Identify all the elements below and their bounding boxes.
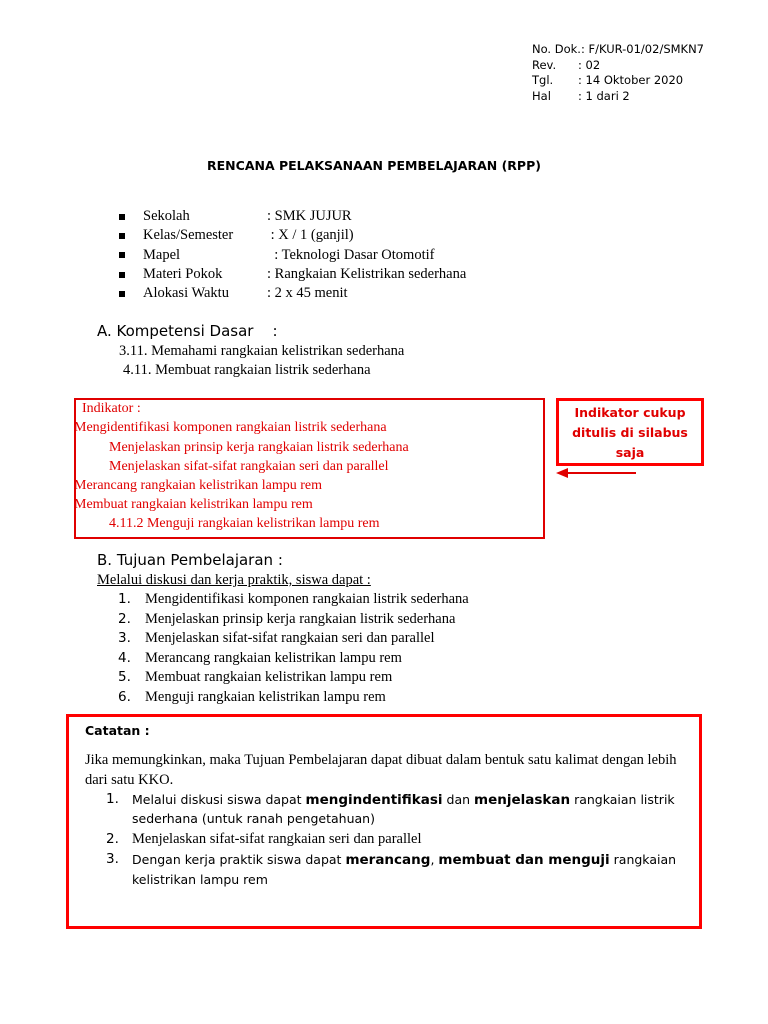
item-bold: menjelaskan	[474, 792, 571, 808]
list-item	[118, 649, 469, 669]
square-bullet-icon	[118, 232, 126, 240]
catatan-number: 1.	[106, 791, 119, 807]
identity-label: Mapel	[143, 246, 181, 263]
item-text: rangkaian listrik	[570, 792, 675, 807]
section-a-heading: A. Kompetensi Dasar :	[97, 322, 278, 340]
list-item	[118, 265, 466, 284]
doc-no-value: F/KUR-01/02/SMKN7	[588, 42, 704, 56]
document-header	[532, 42, 704, 104]
identity-list	[118, 207, 466, 303]
list-item	[118, 629, 469, 649]
rev-value: : 02	[578, 57, 601, 72]
item-text: dan	[442, 792, 475, 807]
page-value: : 1 dari 2	[578, 88, 630, 103]
date-value: : 14 Oktober 2020	[578, 73, 684, 87]
list-item	[118, 246, 466, 265]
list-number: 1.	[118, 591, 131, 607]
callout-line: ditulis di silabus	[572, 425, 688, 440]
rev-label: Rev.	[532, 57, 557, 72]
catatan-item	[132, 852, 676, 868]
square-bullet-icon	[118, 271, 126, 279]
identity-label: Sekolah	[143, 208, 190, 224]
section-b-intro: Melalui diskusi dan kerja praktik, siswa dapat :	[97, 572, 371, 588]
item-text: rangkaian	[609, 852, 677, 867]
catatan-title: Catatan :	[85, 723, 150, 738]
list-text: Merancang rangkaian kelistrikan lampu rem	[145, 649, 402, 666]
identity-value: : X / 1 (ganjil)	[267, 227, 354, 244]
list-number: 3.	[118, 630, 131, 646]
catatan-paragraph: Jika memungkinkan, maka Tujuan Pembelajaran dapat dibuat dalam bentuk satu kalimat dengan lebih dari satu KKO.	[85, 752, 677, 788]
kd-item: 4.11. Membuat rangkaian listrik sederhana	[123, 362, 371, 378]
catatan-number: 2.	[106, 831, 119, 847]
arrow-left-icon	[556, 466, 638, 480]
doc-no-label: No. Dok.:	[532, 42, 585, 56]
catatan-item-line2: kelistrikan lampu rem	[132, 872, 268, 887]
item-text: Melalui diskusi siswa dapat	[132, 792, 306, 807]
item-bold: mengindentifikasi	[305, 792, 443, 808]
list-text: Menguji rangkaian kelistrikan lampu rem	[145, 688, 386, 705]
callout-line: saja	[615, 445, 645, 460]
list-text: Mengidentifikasi komponen rangkaian listrik sederhana	[145, 591, 469, 607]
identity-label: Materi Pokok	[143, 265, 223, 282]
square-bullet-icon	[118, 213, 126, 221]
catatan-item-line2: sederhana (untuk ranah pengetahuan)	[132, 811, 375, 826]
identity-value: : 2 x 45 menit	[267, 285, 348, 302]
list-text: Menjelaskan sifat-sifat rangkaian seri dan parallel	[145, 630, 435, 646]
kd-item: 3.11. Memahami rangkaian kelistrikan sederhana	[119, 343, 405, 359]
indikator-item: Menjelaskan prinsip kerja rangkaian listrik sederhana	[109, 440, 409, 455]
identity-label: Alokasi Waktu	[143, 285, 229, 302]
list-number: 4.	[118, 649, 131, 666]
date-label: Tgl.	[532, 73, 554, 87]
identity-value: : Rangkaian Kelistrikan sederhana	[267, 265, 467, 282]
indikator-label: Indikator :	[82, 401, 141, 416]
list-number: 6.	[118, 688, 131, 705]
catatan-item: Menjelaskan sifat-sifat rangkaian seri dan parallel	[132, 831, 422, 847]
item-text: Dengan kerja praktik siswa dapat	[132, 852, 346, 867]
page-label: Hal	[532, 88, 551, 103]
indikator-item: Mengidentifikasi komponen rangkaian listrik sederhana	[74, 420, 387, 435]
catatan-number: 3.	[106, 851, 119, 867]
indikator-callout	[556, 398, 704, 466]
section-b-heading: B. Tujuan Pembelajaran :	[97, 551, 283, 569]
catatan-item	[132, 792, 675, 808]
item-bold: merancang	[345, 852, 431, 868]
indikator-item: 4.11.2 Menguji rangkaian kelistrikan lampu rem	[109, 516, 380, 531]
list-text: Menjelaskan prinsip kerja rangkaian listrik sederhana	[145, 610, 456, 627]
list-number: 2.	[118, 610, 131, 627]
item-text: ,	[430, 852, 439, 867]
identity-value: : Teknologi Dasar Otomotif	[267, 246, 435, 263]
list-item	[118, 284, 466, 303]
square-bullet-icon	[118, 290, 126, 298]
list-text: Membuat rangkaian kelistrikan lampu rem	[145, 669, 393, 685]
identity-label: Kelas/Semester	[143, 227, 234, 244]
list-item	[118, 207, 466, 226]
indikator-item: Merancang rangkaian kelistrikan lampu rem	[74, 478, 323, 493]
item-bold: membuat dan menguji	[438, 852, 610, 868]
tujuan-list	[118, 590, 469, 707]
list-item	[118, 610, 469, 630]
list-item	[118, 668, 469, 688]
list-item	[118, 688, 469, 708]
indikator-item: Menjelaskan sifat-sifat rangkaian seri dan parallel	[109, 459, 389, 474]
page-title: RENCANA PELAKSANAAN PEMBELAJARAN (RPP)	[207, 158, 541, 173]
list-item	[118, 226, 466, 245]
square-bullet-icon	[118, 251, 126, 259]
list-item	[118, 590, 469, 610]
list-number: 5.	[118, 669, 131, 685]
callout-line: Indikator cukup	[574, 405, 686, 420]
identity-value: : SMK JUJUR	[267, 208, 352, 224]
indikator-item: Membuat rangkaian kelistrikan lampu rem	[74, 497, 313, 512]
